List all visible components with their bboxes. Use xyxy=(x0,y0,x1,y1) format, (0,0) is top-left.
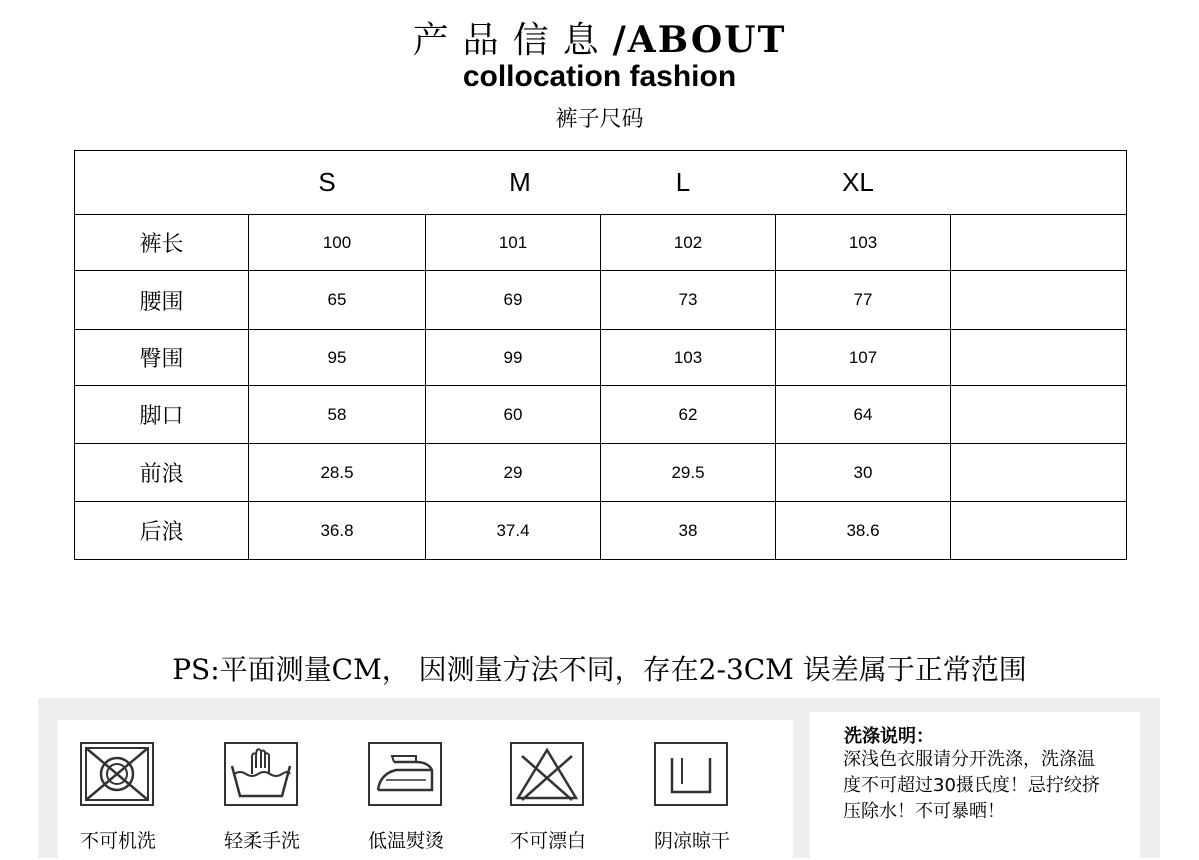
header-empty-cell xyxy=(75,151,249,215)
care-item-hand-wash xyxy=(202,720,322,858)
value-cell: 29.5 xyxy=(601,444,776,502)
care-item-no-bleach xyxy=(488,720,608,858)
row-label: 前浪 xyxy=(75,444,249,502)
row-label: 腰围 xyxy=(75,271,249,330)
empty-cell xyxy=(951,330,1127,386)
value-cell: 58 xyxy=(249,386,426,444)
value-cell: 28.5 xyxy=(249,444,426,502)
size-l-header: L xyxy=(601,151,776,215)
empty-cell xyxy=(951,444,1127,502)
value-cell: 29 xyxy=(426,444,601,502)
care-icons-panel xyxy=(58,720,793,858)
care-label: 不可机洗 xyxy=(79,830,156,852)
empty-cell xyxy=(951,502,1127,560)
no-machine-wash-icon xyxy=(78,740,156,808)
care-label: 阴凉晾干 xyxy=(653,830,730,852)
value-cell: 30 xyxy=(776,444,951,502)
subtitle: collocation fashion xyxy=(462,60,737,93)
shade-dry-icon xyxy=(652,740,730,808)
value-cell: 36.8 xyxy=(249,502,426,560)
table-row xyxy=(75,271,1127,330)
header-empty-cell xyxy=(951,151,1127,215)
wash-instructions-title: 洗涤说明： xyxy=(844,726,934,747)
row-label: 脚口 xyxy=(75,386,249,444)
value-cell: 103 xyxy=(776,215,951,271)
empty-cell xyxy=(951,386,1127,444)
table-row xyxy=(75,386,1127,444)
size-s-header: S xyxy=(249,151,426,215)
value-cell: 69 xyxy=(426,271,601,330)
wash-instructions-line: 压除水！不可暴晒！ xyxy=(843,801,1005,822)
care-label: 不可漂白 xyxy=(509,830,586,852)
wash-instructions-line: 深浅色衣服请分开洗涤，洗涤温 xyxy=(843,749,1095,770)
table-row xyxy=(75,502,1127,560)
care-item-low-iron xyxy=(346,720,466,858)
row-label: 后浪 xyxy=(75,502,249,560)
size-xl-header: XL xyxy=(776,151,951,215)
size-header-row xyxy=(75,151,1127,215)
row-label: 臀围 xyxy=(75,330,249,386)
value-cell: 38.6 xyxy=(776,502,951,560)
no-bleach-icon xyxy=(508,740,586,808)
wash-instructions-line: 度不可超过30摄氏度！忌拧绞挤 xyxy=(843,775,1100,796)
care-label: 低温熨烫 xyxy=(367,830,444,852)
empty-cell xyxy=(951,215,1127,271)
value-cell: 99 xyxy=(426,330,601,386)
title-chinese: 产品信息 xyxy=(412,20,613,61)
value-cell: 37.4 xyxy=(426,502,601,560)
table-row xyxy=(75,444,1127,502)
value-cell: 60 xyxy=(426,386,601,444)
size-table xyxy=(74,150,1127,560)
value-cell: 38 xyxy=(601,502,776,560)
low-iron-icon xyxy=(366,740,444,808)
value-cell: 103 xyxy=(601,330,776,386)
care-item-no-machine-wash xyxy=(58,720,178,858)
value-cell: 107 xyxy=(776,330,951,386)
care-item-shade-dry xyxy=(632,720,752,858)
value-cell: 64 xyxy=(776,386,951,444)
value-cell: 65 xyxy=(249,271,426,330)
value-cell: 62 xyxy=(601,386,776,444)
title-english: /ABOUT xyxy=(612,19,787,61)
hand-wash-icon xyxy=(222,740,300,808)
value-cell: 100 xyxy=(249,215,426,271)
table-caption: 裤子尺码 xyxy=(555,107,644,132)
wash-instructions-text xyxy=(843,747,1133,825)
value-cell: 73 xyxy=(601,271,776,330)
row-label: 裤长 xyxy=(75,215,249,271)
wash-instructions-panel xyxy=(810,712,1140,858)
measurement-note: PS:平面测量CM， 因测量方法不同，存在2-3CM 误差属于正常范围 xyxy=(172,653,1027,686)
value-cell: 95 xyxy=(249,330,426,386)
empty-cell xyxy=(951,271,1127,330)
value-cell: 101 xyxy=(426,215,601,271)
table-row xyxy=(75,330,1127,386)
value-cell: 102 xyxy=(601,215,776,271)
care-label: 轻柔手洗 xyxy=(223,830,300,852)
table-row xyxy=(75,215,1127,271)
page-title xyxy=(0,12,1199,63)
value-cell: 77 xyxy=(776,271,951,330)
size-m-header: M xyxy=(426,151,601,215)
